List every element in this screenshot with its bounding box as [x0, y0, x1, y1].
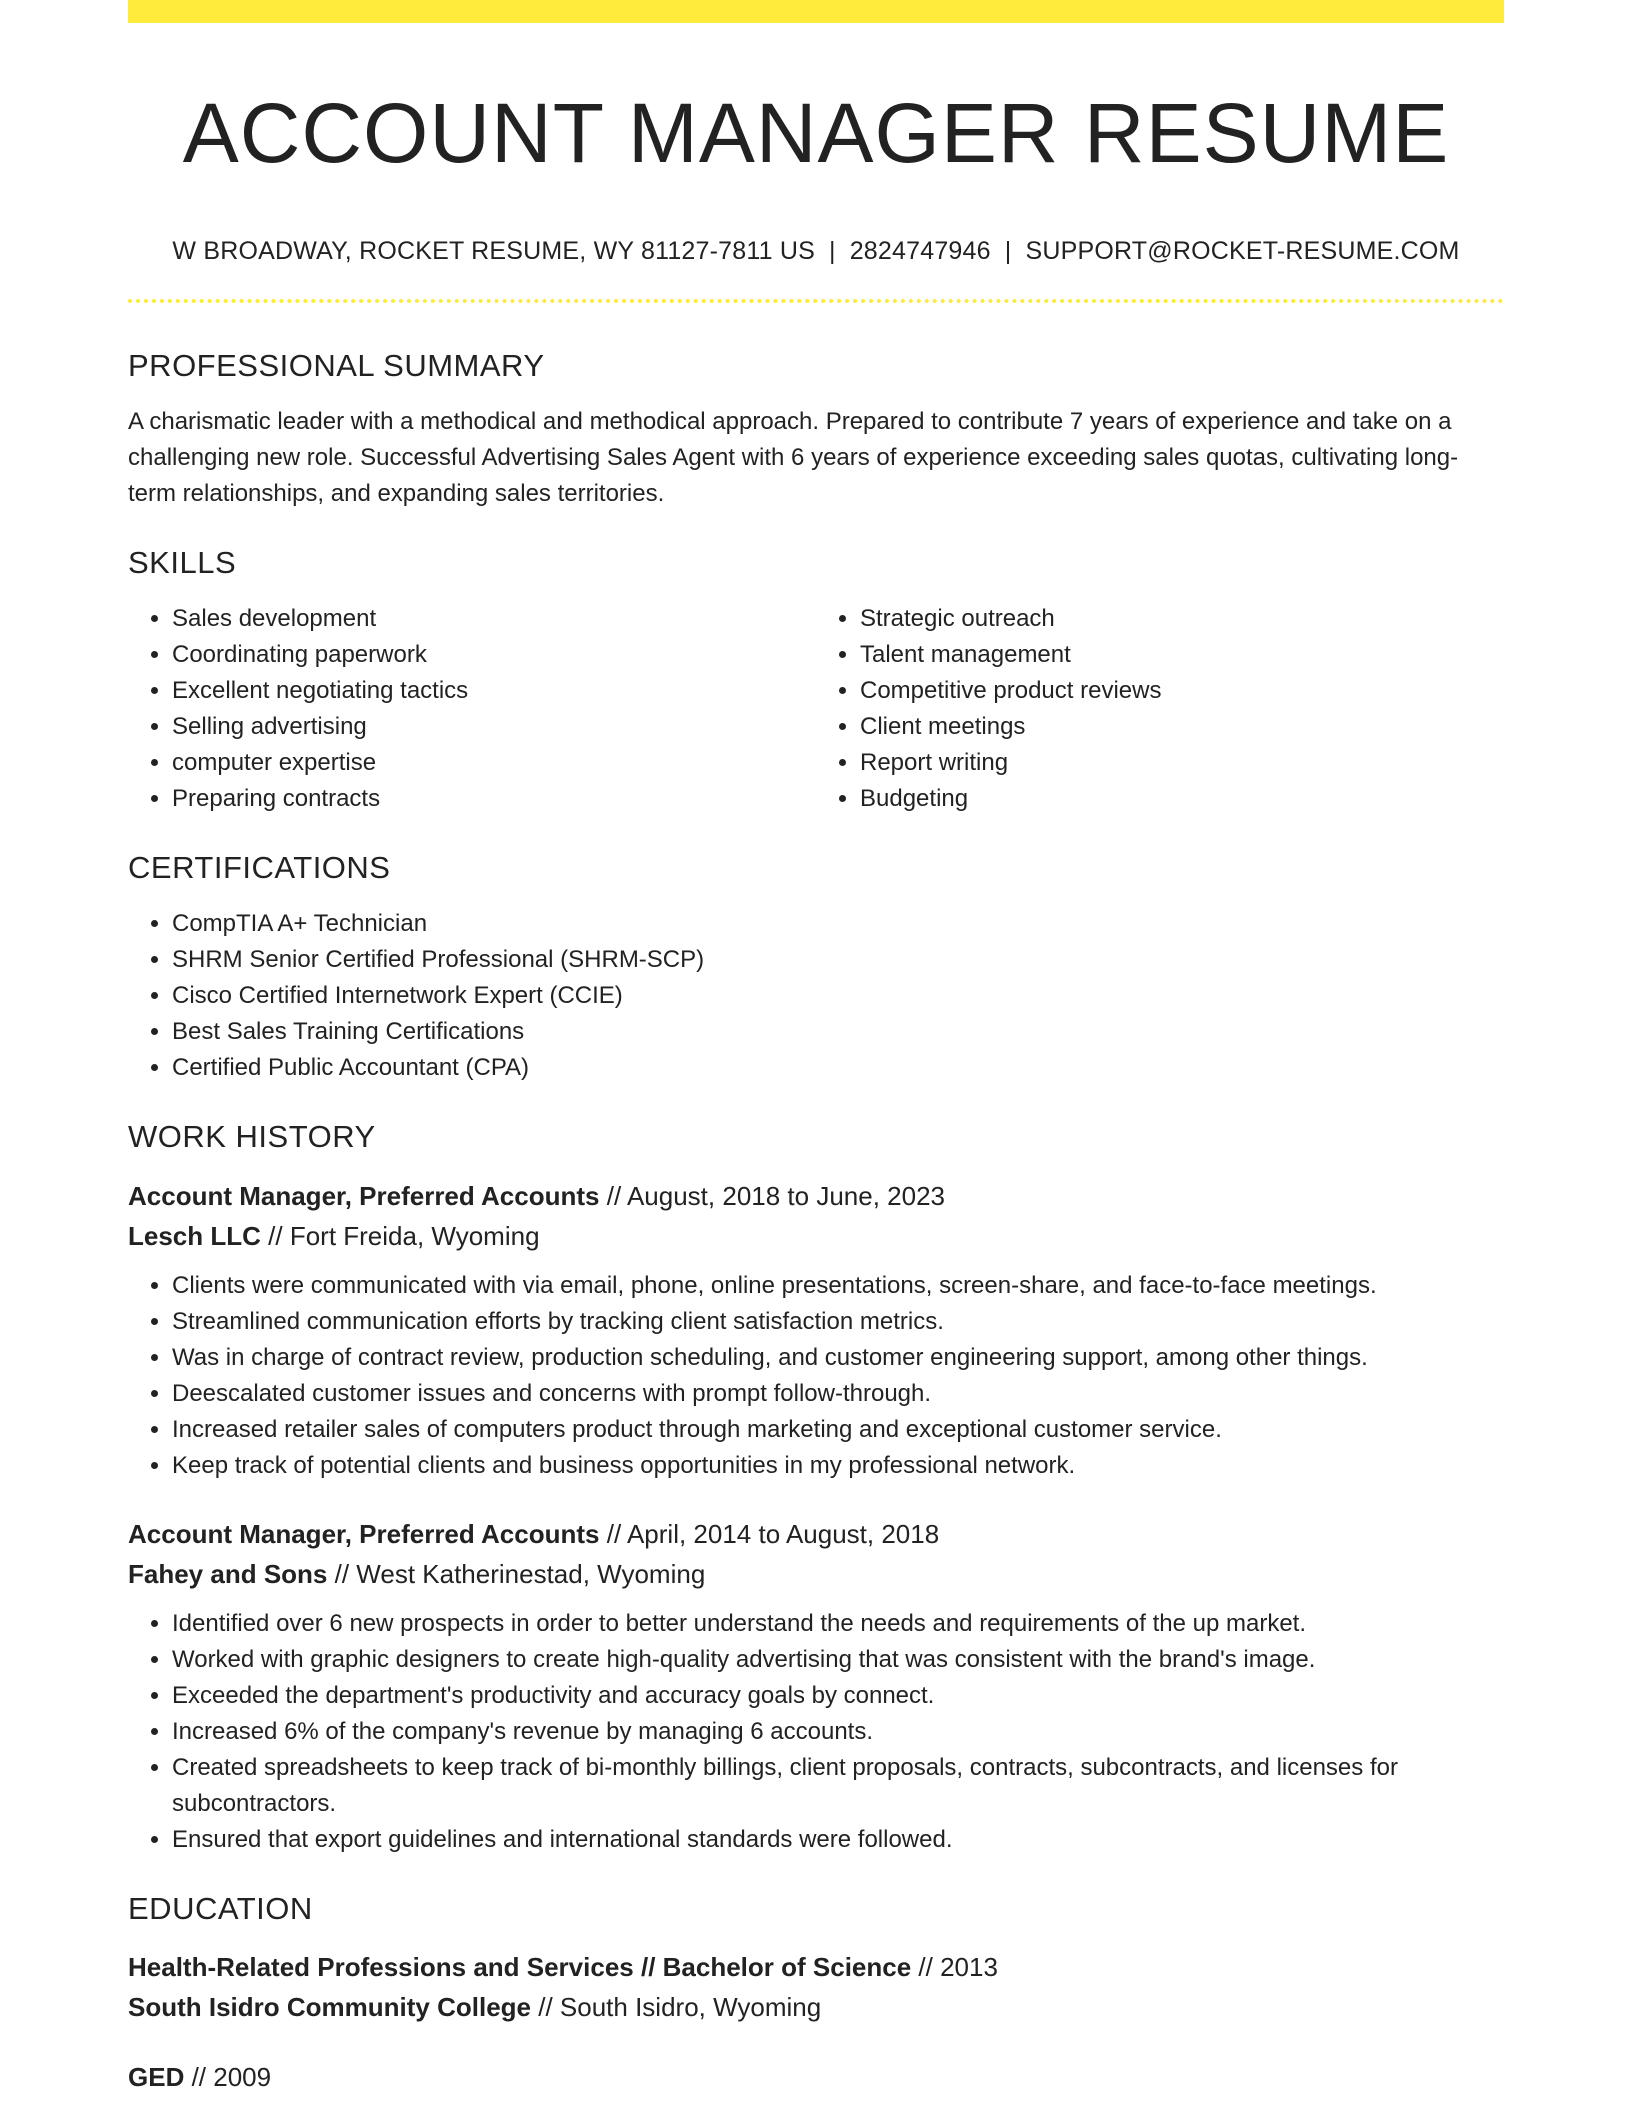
- job-bullet: • Keep track of potential clients and business opportunities in my professional network.: [172, 1448, 1504, 1484]
- skill-item: • Selling advertising: [172, 709, 816, 745]
- contact-separator: |: [829, 236, 836, 265]
- dotted-divider: [128, 299, 1504, 303]
- skill-item: • Report writing: [860, 745, 1504, 781]
- skills-grid: [128, 601, 1504, 817]
- job-company: Fahey and Sons: [128, 1558, 328, 1589]
- job-entry: [128, 1514, 1504, 1858]
- job-company-line: [128, 1216, 1504, 1256]
- job-bullet: • Worked with graphic designers to create high-quality advertising that was consistent with the brand's image.: [172, 1642, 1504, 1678]
- skill-item: • Competitive product reviews: [860, 673, 1504, 709]
- job-entry: [128, 1176, 1504, 1484]
- education-year: // 2009: [184, 2061, 272, 2092]
- work-history-heading: WORK HISTORY: [128, 1119, 376, 1155]
- skill-item: • Coordinating paperwork: [172, 637, 816, 673]
- job-dates: // April, 2014 to August, 2018: [599, 1518, 940, 1549]
- summary-heading: PROFESSIONAL SUMMARY: [128, 347, 545, 383]
- resume-page: [128, 0, 1504, 2097]
- education-entry: [128, 2057, 1504, 2097]
- job-company-line: [128, 1554, 1504, 1594]
- certification-item: • Certified Public Accountant (CPA): [172, 1050, 1504, 1086]
- job-title-line: [128, 1514, 1504, 1554]
- skill-item: • Strategic outreach: [860, 601, 1504, 637]
- job-title: Account Manager, Preferred Accounts: [128, 1518, 600, 1549]
- education-location: // South Isidro, Wyoming: [531, 1991, 822, 2022]
- job-bullet: • Exceeded the department's productivity and accuracy goals by connect.: [172, 1678, 1504, 1714]
- skill-item: • Budgeting: [860, 781, 1504, 817]
- skill-item: • Sales development: [172, 601, 816, 637]
- summary-text: A charismatic leader with a methodical and methodical approach. Prepared to contribute 7 years of experience and take on a challenging new role. Successful Advertising Sales Agent with 6 years of experience exceeding sales quotas, cultivating long-term relationships, and expanding sales territories.: [128, 407, 1459, 507]
- certification-item: • SHRM Senior Certified Professional (SHRM-SCP): [172, 942, 1504, 978]
- contact-line: [128, 234, 1504, 269]
- education-school: South Isidro Community College: [128, 1991, 532, 2022]
- education-school-line: [128, 1987, 1504, 2027]
- resume-title: ACCOUNT MANAGER RESUME: [182, 86, 1450, 180]
- certification-item: • Cisco Certified Internetwork Expert (CCIE): [172, 978, 1504, 1014]
- job-title-line: [128, 1176, 1504, 1216]
- education-entry: [128, 1947, 1504, 2027]
- skill-item: • Client meetings: [860, 709, 1504, 745]
- skill-item: • Preparing contracts: [172, 781, 816, 817]
- job-bullet: • Deescalated customer issues and concerns with prompt follow-through.: [172, 1376, 1504, 1412]
- job-bullets: [128, 1268, 1504, 1484]
- job-bullet: • Identified over 6 new prospects in order to better understand the needs and requirements of the up market.: [172, 1606, 1504, 1642]
- job-title: Account Manager, Preferred Accounts: [128, 1180, 600, 1211]
- education-degree-line: [128, 1947, 1504, 1987]
- certifications-heading: CERTIFICATIONS: [128, 850, 391, 886]
- contact-phone: 2824747946: [849, 236, 991, 265]
- certification-item: • Best Sales Training Certifications: [172, 1014, 1504, 1050]
- job-company: Lesch LLC: [128, 1220, 261, 1251]
- education-degree-line: [128, 2057, 1504, 2097]
- job-bullet: • Was in charge of contract review, production scheduling, and customer engineering support, among other things.: [172, 1340, 1504, 1376]
- job-dates: // August, 2018 to June, 2023: [599, 1180, 945, 1211]
- certification-item: • CompTIA A+ Technician: [172, 906, 1504, 942]
- skills-heading: SKILLS: [128, 544, 237, 580]
- education-heading: EDUCATION: [128, 1890, 313, 1926]
- contact-email: SUPPORT@ROCKET-RESUME.COM: [1025, 236, 1460, 265]
- job-location: // West Katherinestad, Wyoming: [327, 1558, 706, 1589]
- skills-list-right: [816, 601, 1504, 817]
- education-year: // 2013: [911, 1951, 998, 1982]
- contact-separator: |: [1004, 236, 1012, 265]
- job-bullet: • Increased retailer sales of computers product through marketing and exceptional customer service.: [172, 1412, 1504, 1448]
- education-degree: Health-Related Professions and Services // Bachelor of Science: [128, 1951, 912, 1982]
- job-bullets: [128, 1606, 1504, 1858]
- certifications-list: [128, 906, 1504, 1086]
- job-bullet: • Streamlined communication efforts by tracking client satisfaction metrics.: [172, 1304, 1504, 1340]
- job-bullet: • Ensured that export guidelines and international standards were followed.: [172, 1822, 1504, 1858]
- skill-item: • Excellent negotiating tactics: [172, 673, 816, 709]
- contact-address: W BROADWAY, ROCKET RESUME, WY 81127-7811 US: [172, 236, 815, 265]
- skill-item: • computer expertise: [172, 745, 816, 781]
- accent-top-bar: [128, 0, 1504, 23]
- job-location: // Fort Freida, Wyoming: [260, 1220, 540, 1251]
- job-bullet: • Created spreadsheets to keep track of bi-monthly billings, client proposals, contracts, subcontracts, and licenses for subcontractors.: [172, 1750, 1504, 1822]
- job-bullet: • Increased 6% of the company's revenue by managing 6 accounts.: [172, 1714, 1504, 1750]
- skill-item: • Talent management: [860, 637, 1504, 673]
- education-degree: GED: [128, 2061, 185, 2092]
- skills-list-left: [128, 601, 816, 817]
- job-bullet: • Clients were communicated with via email, phone, online presentations, screen-share, and face-to-face meetings.: [172, 1268, 1504, 1304]
